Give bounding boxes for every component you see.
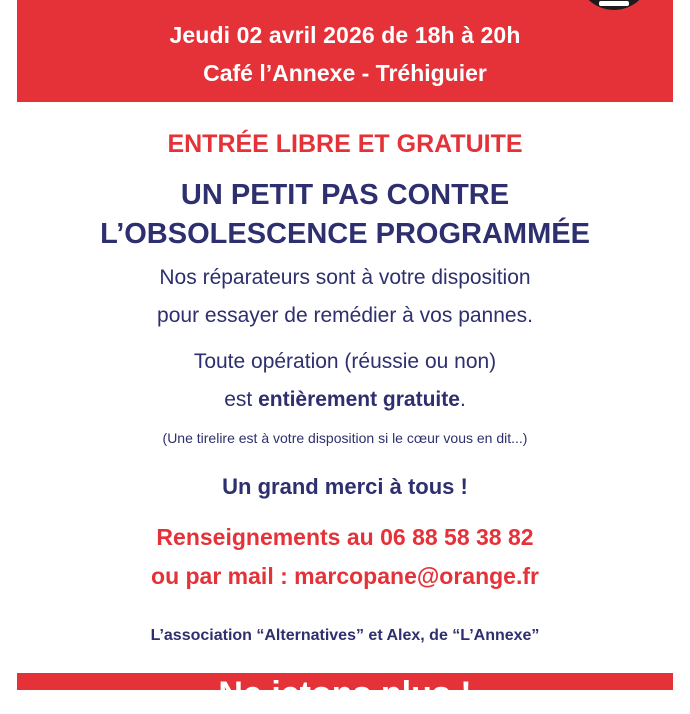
operation-line-2 (0, 388, 690, 412)
repairers-line-2: pour essayer de remédier à vos pannes. (157, 304, 533, 327)
bottom-banner (17, 673, 673, 713)
logo-badge (577, 0, 651, 10)
association-credit: L’association “Alternatives” et Alex, de “L’Annexe” (150, 627, 540, 644)
free-emphasis: entièrement gratuite (258, 388, 460, 411)
contact-email: ou par mail : marcopane@orange.fr (151, 563, 539, 589)
tirelire-note: (Une tirelire est à votre disposition si le cœur vous en dit...) (162, 430, 528, 446)
logo-mark-icon (599, 1, 629, 6)
operation-line-2-post: . (459, 388, 466, 411)
event-date: Jeudi 02 avril 2026 de 18h à 20h (169, 22, 521, 48)
operation-line-1: Toute opération (réussie ou non) (193, 350, 497, 373)
entree-libre-heading: ENTRÉE LIBRE ET GRATUITE (167, 130, 523, 158)
event-place: Café l’Annexe - Tréhiguier (203, 60, 487, 86)
contact-phone: Renseignements au 06 88 58 38 82 (156, 524, 534, 550)
title-line-2: L’OBSOLESCENCE PROGRAMMÉE (100, 218, 590, 250)
bottom-banner-text: Ne jetons plus ! (218, 675, 472, 713)
top-banner (17, 0, 673, 102)
title-line-1: UN PETIT PAS CONTRE (180, 179, 510, 211)
repairers-line-1: Nos réparateurs sont à votre disposition (159, 266, 531, 289)
operation-line-2-pre: est (224, 388, 259, 411)
thanks-line: Un grand merci à tous ! (222, 474, 468, 499)
